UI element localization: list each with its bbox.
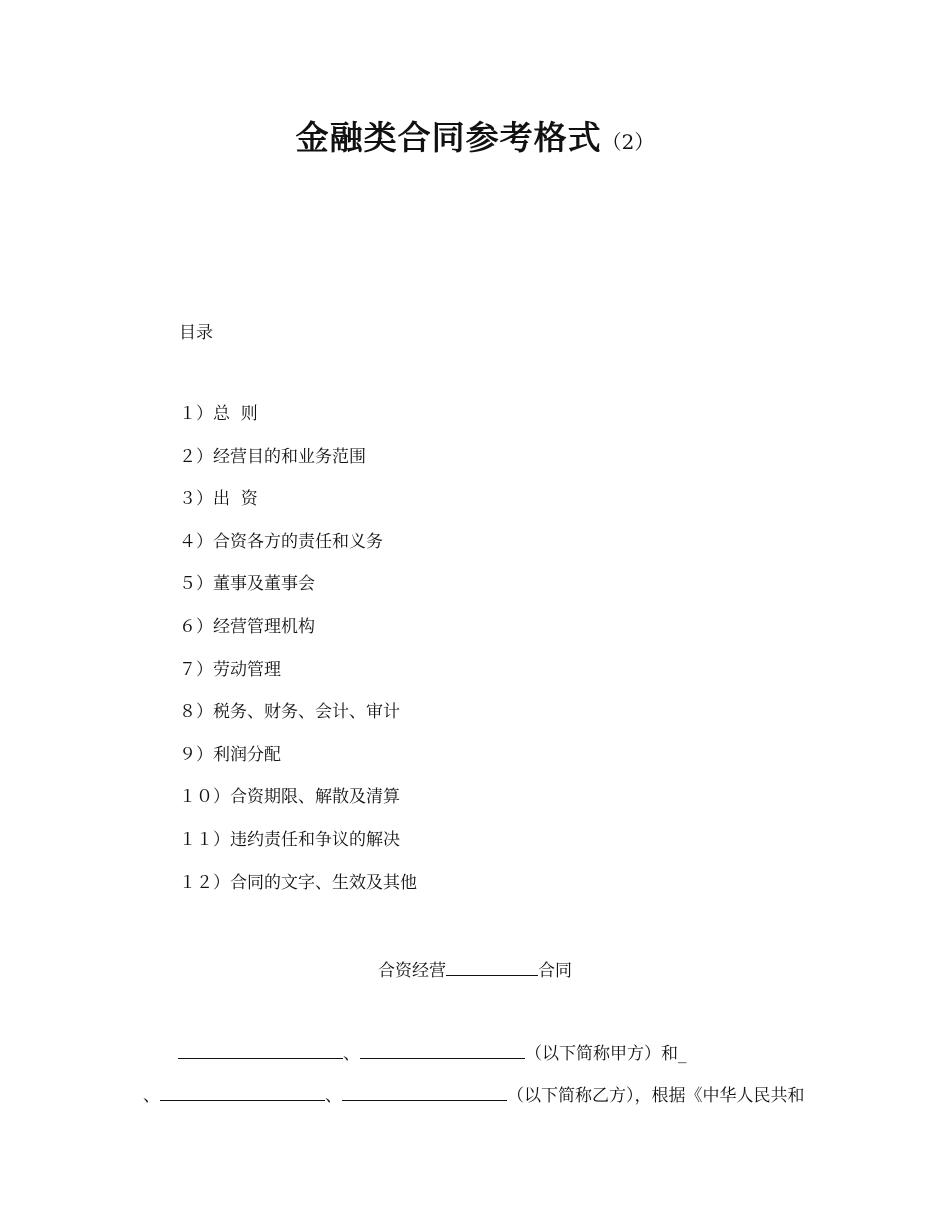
toc-item: ６）经营管理机构 [179,616,315,637]
party-a-blank-1 [178,1042,343,1059]
table-of-contents [179,403,417,914]
contract-heading-prefix: 合资经营 [378,961,446,981]
toc-item: ５）董事及董事会 [179,574,315,595]
toc-item: １１）违约责任和争议的解决 [179,829,400,850]
toc-item: ４）合资各方的责任和义务 [179,531,383,552]
toc-item: ２）经营目的和业务范围 [179,446,366,467]
party-b-line [143,1084,805,1107]
title-suffix: （2） [601,130,655,154]
title-main: 金融类合同参考格式 [295,118,602,157]
toc-item: ７）劳动管理 [179,659,281,680]
toc-item: ８）税务、财务、会计、审计 [179,702,400,723]
party-b-lead: 、 [143,1086,160,1106]
contract-heading-suffix: 合同 [538,961,572,981]
party-b-separator: 、 [325,1086,342,1106]
toc-item: １）总 则 [179,404,258,424]
toc-item: １０）合资期限、解散及清算 [179,787,400,808]
party-b-blank-1 [160,1084,325,1101]
party-a-line [178,1042,687,1065]
document-title [0,112,950,159]
party-b-text: （以下简称乙方），根据《中华人民共和 [507,1086,805,1106]
party-a-blank-2 [360,1042,525,1059]
party-a-separator: 、 [343,1044,360,1064]
toc-item: ９）利润分配 [179,744,281,765]
toc-item: ３）出 资 [179,489,258,510]
party-a-text: （以下简称甲方）和_ [525,1044,687,1064]
toc-item: １２）合同的文字、生效及其他 [179,872,417,893]
contract-heading [0,956,950,981]
contract-name-blank [446,959,538,976]
party-b-blank-2 [342,1084,507,1101]
toc-heading: 目录 [179,323,213,343]
